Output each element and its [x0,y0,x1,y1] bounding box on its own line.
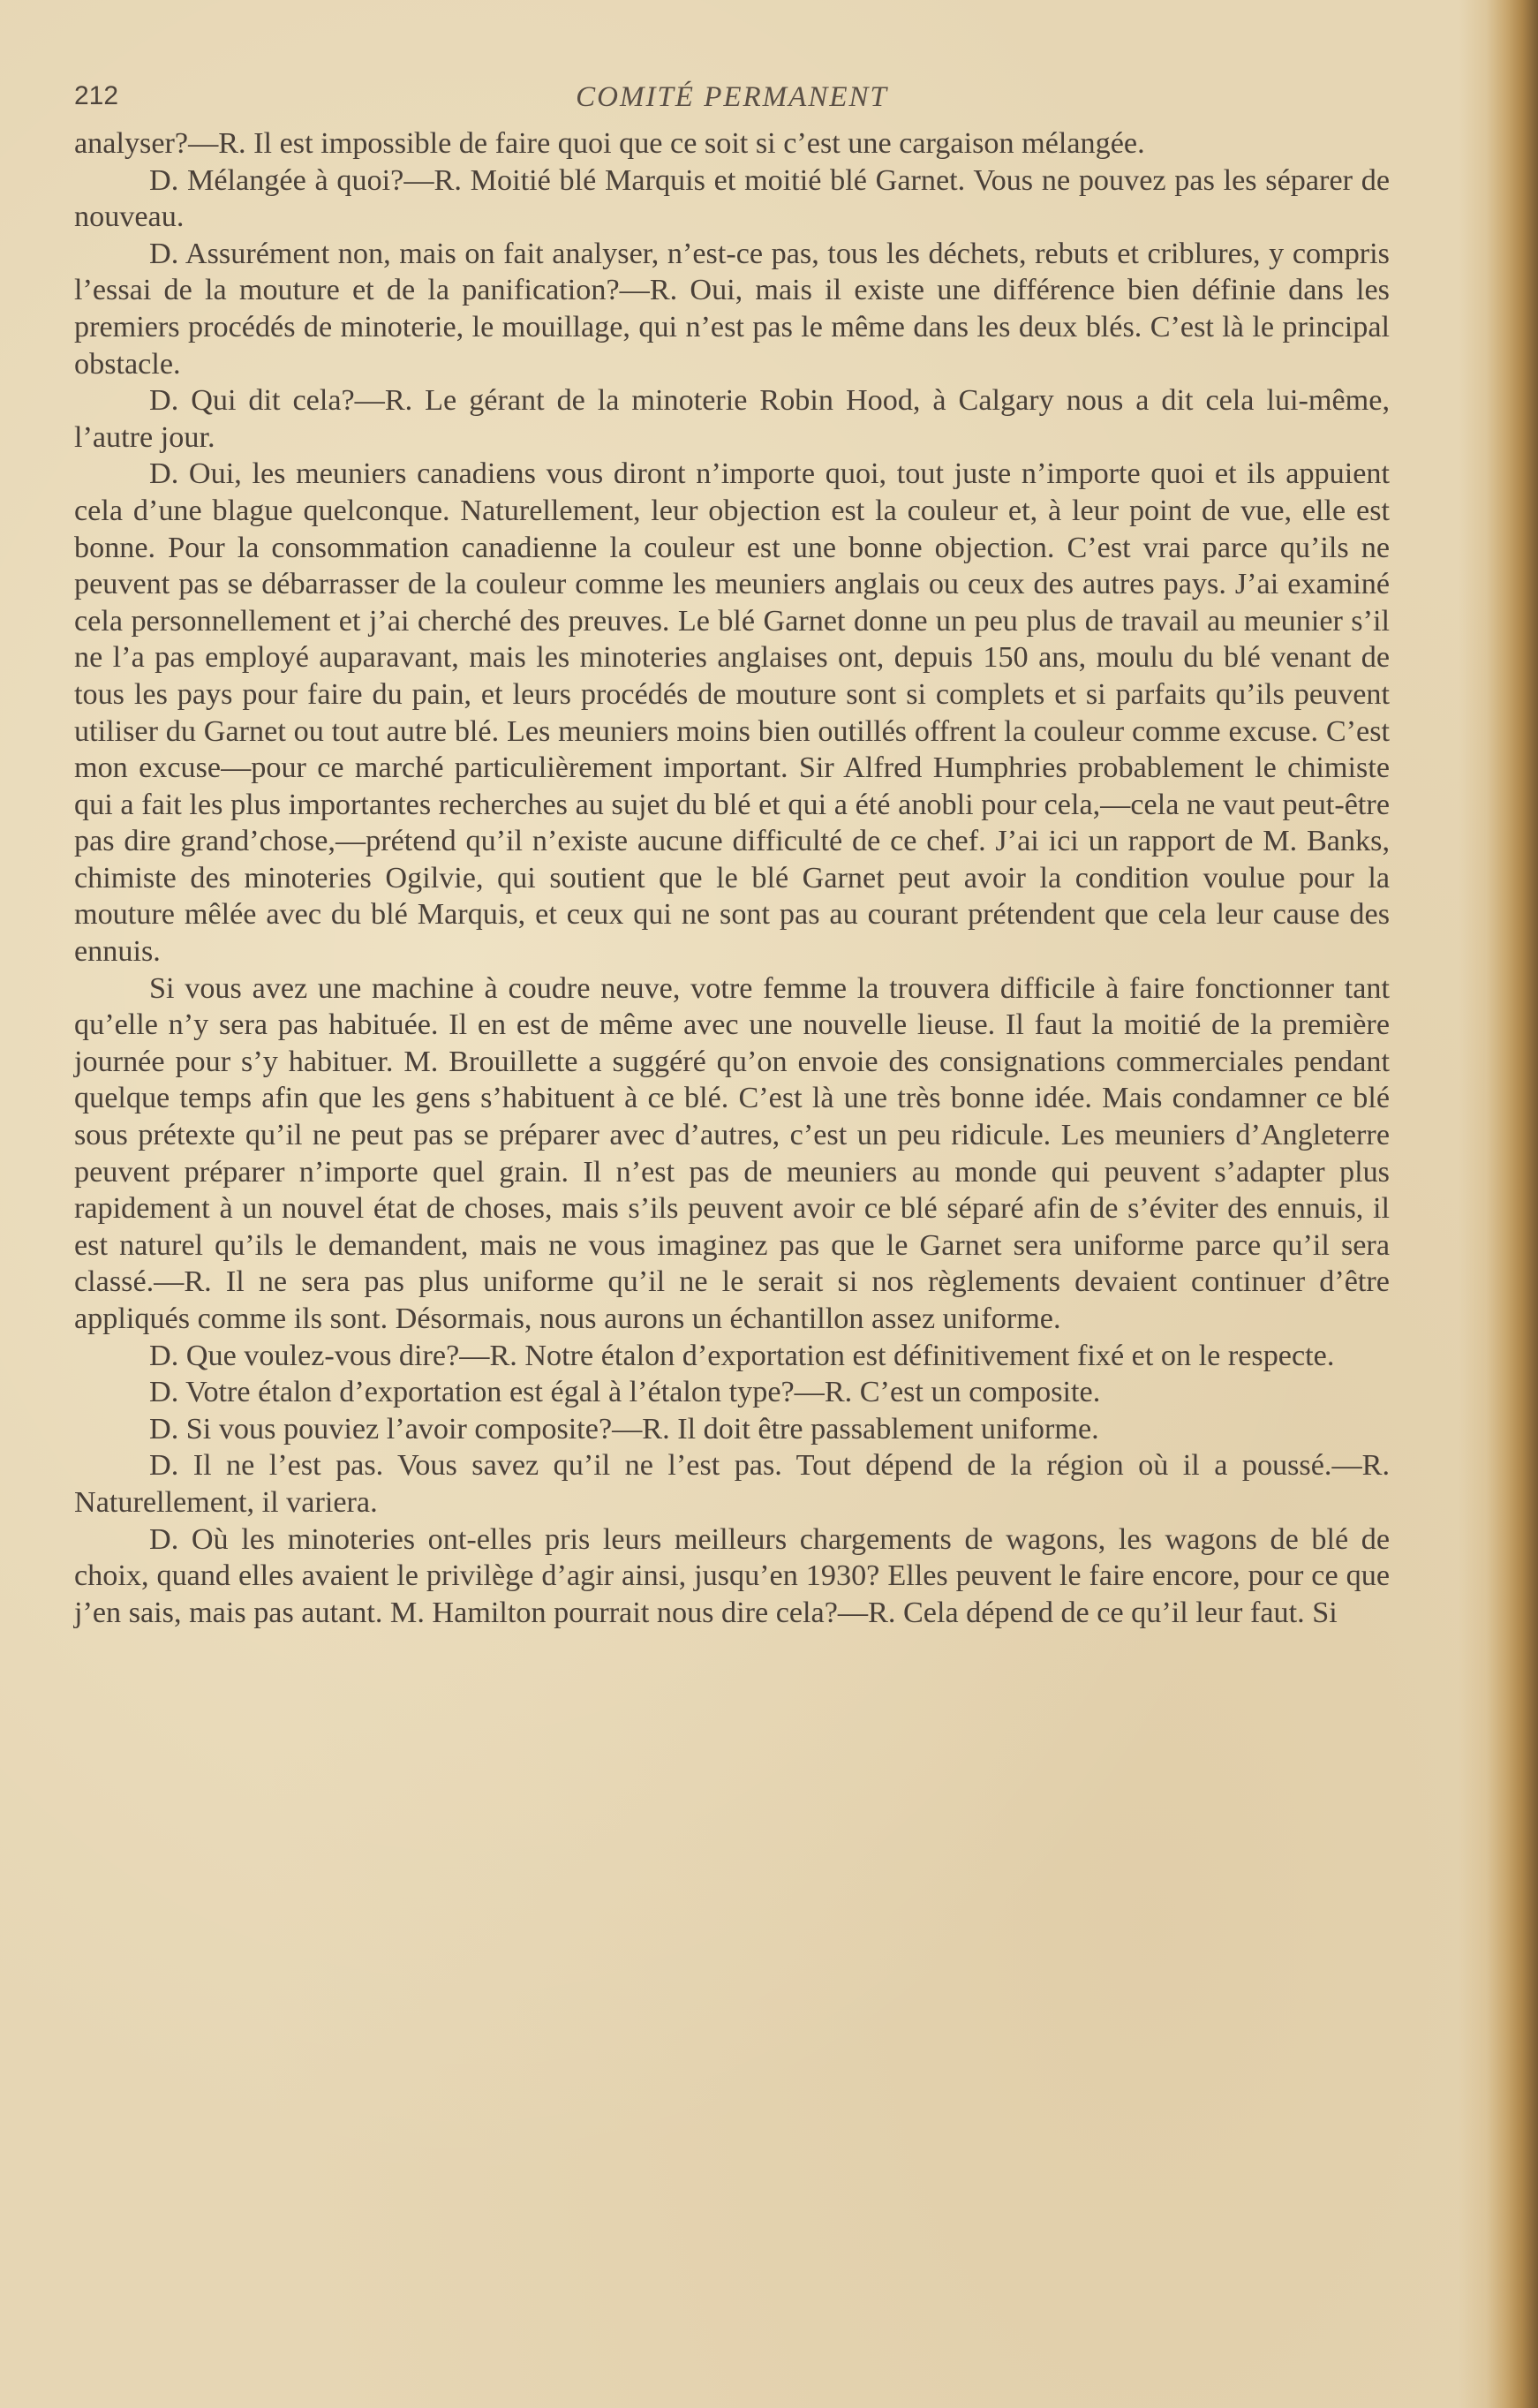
paragraph: D. Mélangée à quoi?—R. Moitié blé Marquis et moitié blé Garnet. Vous ne pouvez pas les séparer de nouveau. [74,163,1390,234]
paragraph: D. Assurément non, mais on fait analyser, n’est-ce pas, tous les déchets, rebuts et criblures, y compris l’essai de la mouture et de la panification?—R. Oui, mais il existe une différence bien définie dans les premiers procédés de minoterie, le mouillage, qui n’est pas le même dans les deux blés. C’est là le principal obstacle. [74,237,1390,381]
paragraph: D. Il ne l’est pas. Vous savez qu’il ne l’est pas. Tout dépend de la région où il a poussé.—R. Naturellement, il variera. [74,1449,1390,1519]
paragraph: D. Si vous pouviez l’avoir composite?—R. Il doit être passablement uniforme. [149,1412,1099,1446]
running-title: COMITÉ PERMANENT [576,81,888,113]
paragraph: analyser?—R. Il est impossible de faire quoi que ce soit si c’est une cargaison mélangée. [74,127,1145,160]
page-header [74,72,1390,125]
paragraph: D. Que voulez-vous dire?—R. Notre étalon d’exportation est définitivement fixé et on le respecte. [149,1339,1335,1372]
paragraph: D. Où les minoteries ont-elles pris leurs meilleurs chargements de wagons, les wagons de blé de choix, quand elles avaient le privilège d’agir ainsi, jusqu’en 1930? Elles peuvent le faire encore, pour ce que j’en sais, mais pas autant. M. Hamilton pourrait nous dire cela?—R. Cela dépend de ce qu’il leur faut. Si [74,1522,1390,1629]
page-edge-shadow [1459,0,1538,2408]
paragraph: D. Oui, les meuniers canadiens vous diront n’importe quoi, tout juste n’importe quoi et ils appuient cela d’une blague quelconque. Naturellement, leur objection est la couleur et, à leur point de vue, elle est bonne. Pour la consommation canadienne la couleur est une bonne objection. C’est vrai parce qu’ils ne peuvent pas se débarrasser de la couleur comme les meuniers anglais ou ceux des autres pays. J’ai examiné cela personnellement et j’ai cherché des preuves. Le blé Garnet donne un peu plus de travail au meunier s’il ne l’a pas employé auparavant, mais les minoteries anglaises ont, depuis 150 ans, moulu du blé venant de tous les pays pour faire du pain, et leurs procédés de mouture sont si complets et si parfaits qu’ils peuvent utiliser du Garnet ou tout autre blé. Les meuniers moins bien outillés offrent la couleur comme excuse. C’est mon excuse—pour ce marché particulièrement important. Sir Alfred Humphries probablement le chimiste qui a fait les plus importantes recherches au sujet du blé et qui a été anobli pour cela,—cela ne vaut peut-être pas dire grand’chose,—prétend qu’il n’existe aucune difficulté de ce chef. J’ai ici un rapport de M. Banks, chimiste des minoteries Ogilvie, qui soutient que le blé Garnet peut avoir la condition voulue pour la mouture mêlée avec du blé Marquis, et ceux qui ne sont pas au courant prétendent que cela leur cause des ennuis. [74,457,1390,969]
document-page [74,72,1390,1631]
page-number: 212 [74,81,119,110]
paragraph: D. Qui dit cela?—R. Le gérant de la minoterie Robin Hood, à Calgary nous a dit cela lui-même, l’autre jour. [74,384,1390,454]
body-text [74,125,1390,1631]
paragraph: Si vous avez une machine à coudre neuve, votre femme la trouvera difficile à faire fonctionner tant qu’elle n’y sera pas habituée. Il en est de même avec une nouvelle lieuse. Il faut la moitié de la première journée pour s’y habituer. M. Brouillette a suggéré qu’on envoie des consignations commerciales pendant quelque temps afin que les gens s’habituent à ce blé. C’est là une très bonne idée. Mais condamner ce blé sous prétexte qu’il ne peut pas se préparer avec d’autres, c’est un peu ridicule. Les meuniers d’Angleterre peuvent préparer n’importe quel grain. Il n’est pas de meuniers au monde qui peuvent s’adapter plus rapidement à un nouvel état de choses, mais s’ils peuvent avoir ce blé séparé afin de s’éviter des ennuis, il est naturel qu’ils le demandent, mais ne vous imaginez pas que le Garnet sera uniforme parce qu’il sera classé.—R. Il ne sera pas plus uniforme qu’il ne le serait si nos règlements devaient continuer d’être appliqués comme ils sont. Désormais, nous aurons un échantillon assez uniforme. [74,971,1390,1335]
paragraph: D. Votre étalon d’exportation est égal à l’étalon type?—R. C’est un composite. [149,1376,1101,1409]
